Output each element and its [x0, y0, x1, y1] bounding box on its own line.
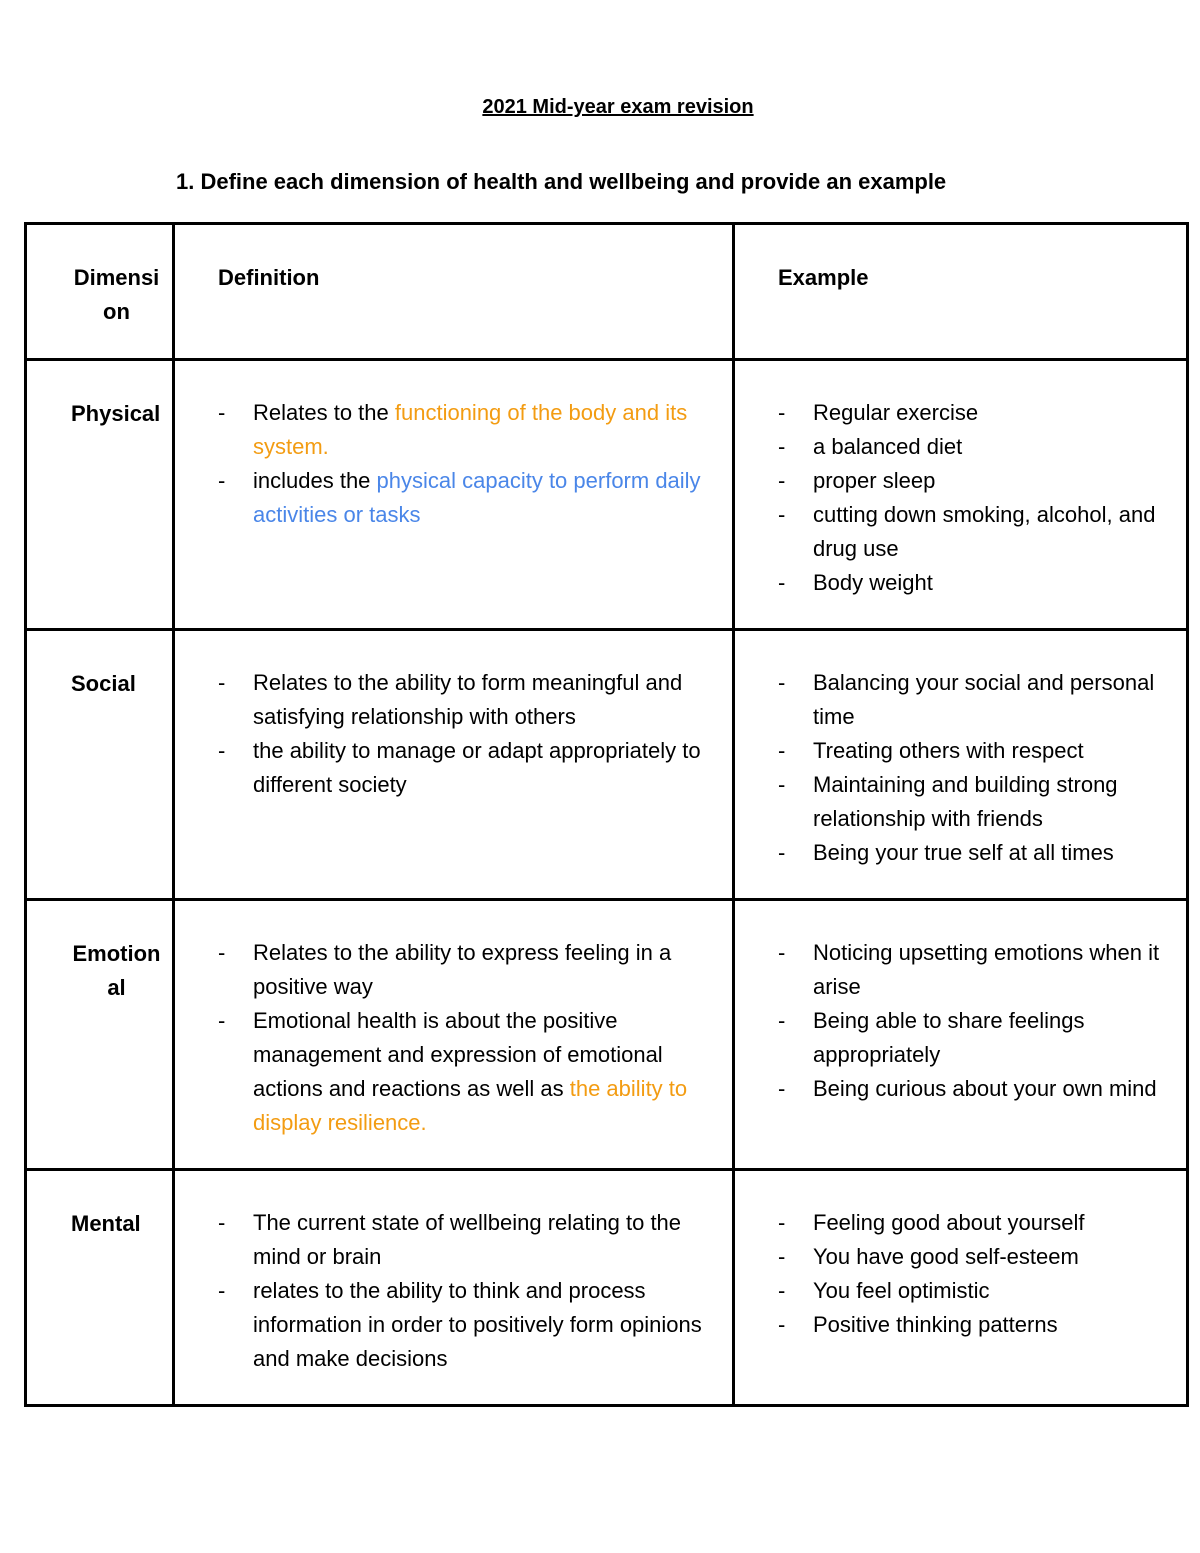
list-item: - The current state of wellbeing relating to the mind or brain	[253, 1206, 724, 1274]
dimension-label: Emotional	[72, 941, 161, 1000]
header-example-cell	[734, 224, 1188, 360]
list-item: - Relates to the ability to express feeling in a positive way	[253, 936, 724, 1004]
table-row-social	[26, 630, 1188, 900]
definition-text: includes the	[253, 468, 377, 493]
list-item: - Regular exercise	[813, 396, 1178, 430]
dimensions-table	[24, 222, 1189, 1407]
definition-text: Emotional health is about the positive management and expression of emotional actions and reactions as well as	[253, 1008, 663, 1101]
definition-list	[175, 1171, 732, 1376]
definition-list	[175, 631, 732, 802]
definition-list	[175, 361, 732, 532]
header-definition: Definition	[218, 265, 320, 290]
example-list	[735, 361, 1186, 600]
dimension-label: Mental	[71, 1211, 141, 1236]
table-row-emotional	[26, 900, 1188, 1170]
list-item: - You feel optimistic	[813, 1274, 1178, 1308]
definition-cell	[174, 1170, 734, 1406]
definition-cell	[174, 360, 734, 630]
list-item: - Being your true self at all times	[813, 836, 1178, 870]
dimension-cell	[26, 630, 174, 900]
list-item: - cutting down smoking, alcohol, and drug use	[813, 498, 1178, 566]
list-item	[253, 464, 724, 532]
list-item: - Being curious about your own mind	[813, 1072, 1178, 1106]
example-list	[735, 1171, 1186, 1342]
example-cell	[734, 360, 1188, 630]
example-list	[735, 901, 1186, 1106]
question-heading: 1. Define each dimension of health and wellbeing and provide an example	[176, 169, 947, 194]
highlight-text: physical capacity to perform daily activities or tasks	[253, 468, 701, 527]
list-item: - You have good self-esteem	[813, 1240, 1178, 1274]
list-item: - a balanced diet	[813, 430, 1178, 464]
example-cell	[734, 1170, 1188, 1406]
definition-cell	[174, 900, 734, 1170]
highlight-text: the ability to display resilience.	[253, 1076, 688, 1135]
dimension-label: Physical	[71, 401, 161, 426]
definition-list	[175, 901, 732, 1140]
table-header-row	[26, 224, 1188, 360]
list-item: - Treating others with respect	[813, 734, 1178, 768]
page-title: 2021 Mid-year exam revision	[482, 96, 754, 118]
header-dimension-cell	[26, 224, 174, 360]
header-example: Example	[778, 265, 869, 290]
list-item: - Feeling good about yourself	[813, 1206, 1178, 1240]
list-item: - Positive thinking patterns	[813, 1308, 1178, 1342]
example-cell	[734, 630, 1188, 900]
definition-text: Relates to the	[253, 400, 395, 425]
list-item: - Noticing upsetting emotions when it arise	[813, 936, 1178, 1004]
highlight-text: functioning of the body and its system.	[253, 400, 688, 459]
list-item: - Being able to share feelings appropriately	[813, 1004, 1178, 1072]
list-item: - Maintaining and building strong relationship with friends	[813, 768, 1178, 836]
list-item: - Body weight	[813, 566, 1178, 600]
header-definition-cell	[174, 224, 734, 360]
header-dimension: Dimension	[73, 265, 160, 324]
example-list	[735, 631, 1186, 870]
list-item	[253, 1004, 724, 1140]
list-item: - the ability to manage or adapt appropriately to different society	[253, 734, 724, 802]
example-cell	[734, 900, 1188, 1170]
table-row-physical	[26, 360, 1188, 630]
list-item: - relates to the ability to think and process information in order to positively form opinions and make decisions	[253, 1274, 724, 1376]
list-item: - proper sleep	[813, 464, 1178, 498]
definition-cell	[174, 630, 734, 900]
dimension-cell	[26, 900, 174, 1170]
dimension-label: Social	[71, 671, 136, 696]
list-item: - Balancing your social and personal time	[813, 666, 1178, 734]
list-item	[253, 396, 724, 464]
list-item: - Relates to the ability to form meaningful and satisfying relationship with others	[253, 666, 724, 734]
dimension-cell	[26, 1170, 174, 1406]
dimension-cell	[26, 360, 174, 630]
table-row-mental	[26, 1170, 1188, 1406]
